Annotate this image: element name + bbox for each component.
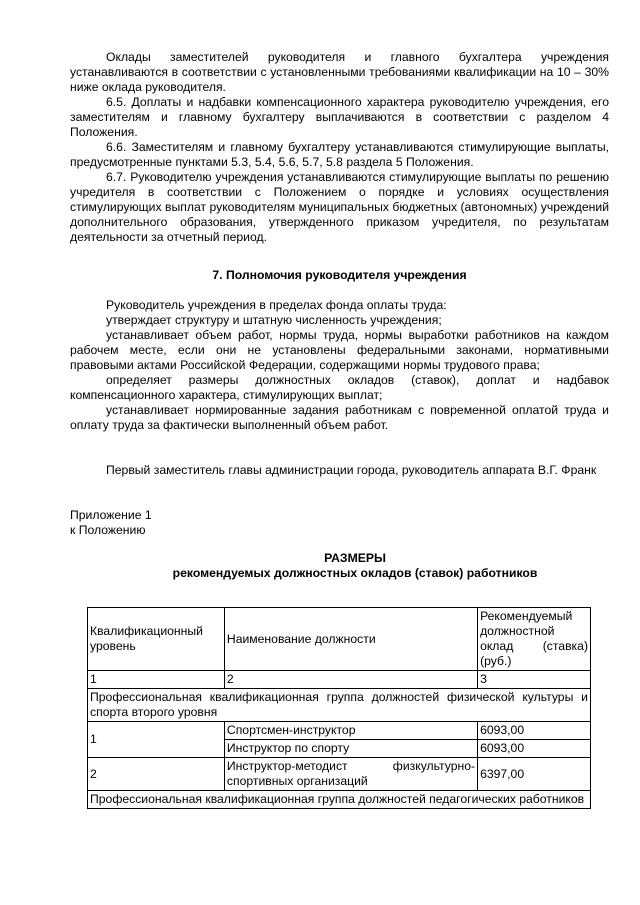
table-cell: 3 [478,671,591,689]
table-group-row [88,689,591,722]
table-title [90,551,620,581]
table-title-line-1: РАЗМЕРЫ [324,551,386,565]
paragraph: 6.6. Заместителям и главному бухгалтеру устанавливаются стимулирующие выплаты, предусмотренные пунктами 5.3, 5.4, 5.6, 5.7, 5.8 раздела 5 Положения. [70,140,609,169]
paragraph: Оклады заместителей руководителя и главного бухгалтера учреждения устанавливаются в соответствии с установленными требованиями квалификации на 10 – 30% ниже оклада руководителя. [70,50,609,94]
table-header-row [88,608,591,671]
group-cell: Профессиональная квалификационная группа должностей педагогических работников [88,791,591,809]
header-cell: Рекомендуемый должностной оклад (ставка) (руб.) [478,608,591,671]
table-cell: 2 [224,671,477,689]
signature-block [70,463,609,478]
appendix-line-2: к Положению [70,523,146,537]
table-row [88,722,591,740]
signature: Первый заместитель главы администрации города, руководитель аппарата В.Г. Франк [106,463,597,477]
section-6-text [70,50,609,245]
table-number-row [88,671,591,689]
appendix-line-1: Приложение 1 [70,508,152,522]
table-group-row [88,791,591,809]
table-title-line-2: рекомендуемых должностных окладов (ставок) работников [172,566,538,580]
appendix-block [70,508,609,538]
paragraph: определяет размеры должностных окладов (ставок), доплат и надбавок компенсационного характера, стимулирующих выплат; [70,373,609,402]
table-cell: 2 [88,758,225,791]
paragraph: устанавливает объем работ, нормы труда, нормы выработки работников на каждом рабочем месте, если они не установлены федеральными законами, нормативными правовыми актами Российской Федерации, содержащими нормы трудового права; [70,328,609,372]
header-cell: Наименование должности [224,608,477,671]
table-cell: 1 [88,671,225,689]
salary-table [87,607,591,809]
group-cell: Профессиональная квалификационная группа должностей физической культуры и спорта второго уровня [88,689,591,722]
section-7-heading: 7. Полномочия руководителя учреждения [212,268,467,282]
table-cell: 6093,00 [478,722,591,740]
table-cell: 6093,00 [478,740,591,758]
paragraph: утверждает структуру и штатную численность учреждения; [106,313,442,327]
table-row [88,758,591,791]
header-cell: Квалификационный уровень [88,608,225,671]
paragraph: устанавливает нормированные задания работникам с повременной оплатой труда и оплату труда за фактически выполненный объем работ. [70,403,609,432]
section-7-text [70,298,609,433]
table-cell: 1 [88,722,225,758]
paragraph: Руководитель учреждения в пределах фонда оплаты труда: [106,298,447,312]
table-cell: Спортсмен-инструктор [224,722,477,740]
table-cell: Инструктор-методист физкультурно-спортивных организаций [224,758,477,791]
section-7-heading-wrap [70,268,609,283]
paragraph: 6.7. Руководителю учреждения устанавливаются стимулирующие выплаты по решению учредителя в соответствии с Положением о порядке и условиях осуществления стимулирующих выплат руководителям муниципальных бюджетных (автономных) учреждений дополнительного образования, утвержденного приказом учредителя, по результатам деятельности за отчетный период. [70,170,609,244]
table-cell: 6397,00 [478,758,591,791]
table-cell: Инструктор по спорту [224,740,477,758]
paragraph: 6.5. Доплаты и надбавки компенсационного характера руководителю учреждения, его заместителям и главному бухгалтеру выплачиваются в соответствии с разделом 4 Положения. [70,95,609,139]
